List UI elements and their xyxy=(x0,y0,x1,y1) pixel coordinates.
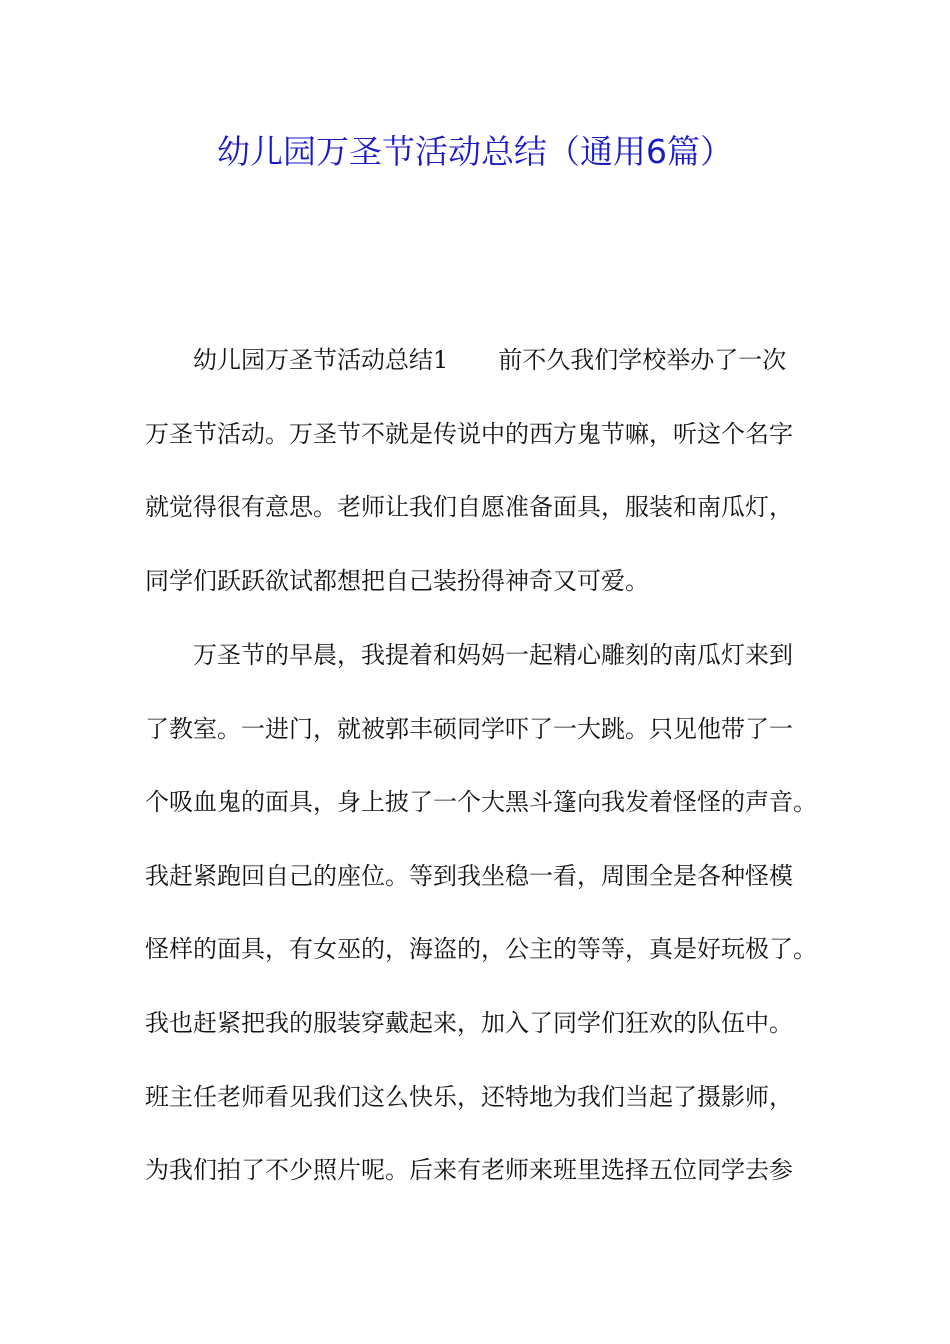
paragraph-2-line-8: 为我们拍了不少照片呢。后来有老师来班里选择五位同学去参 xyxy=(145,1156,793,1185)
paragraph-2-line-2: 了教室。一进门，就被郭丰硕同学吓了一大跳。只见他带了一 xyxy=(145,714,793,743)
section-heading: 幼儿园万圣节活动总结1 xyxy=(193,346,449,374)
paragraph-2-line-6: 我也赶紧把我的服装穿戴起来，加入了同学们狂欢的队伍中。 xyxy=(145,1008,793,1037)
paragraph-1-line-1 xyxy=(145,324,825,398)
paragraph-1 xyxy=(145,324,825,618)
paragraph-1-intro: 前不久我们学校举办了一次 xyxy=(498,346,787,374)
paragraph-2-line-3: 个吸血鬼的面具，身上披了一个大黑斗篷向我发着怪怪的声音。 xyxy=(145,788,817,817)
paragraph-2-line-1: 万圣节的早晨，我提着和妈妈一起精心雕刻的南瓜灯来到 xyxy=(193,641,793,669)
paragraph-1-line-4: 同学们跃跃欲试都想把自己装扮得神奇又可爱。 xyxy=(145,566,649,595)
paragraph-2-line-4: 我赶紧跑回自己的座位。等到我坐稳一看，周围全是各种怪模 xyxy=(145,861,793,890)
paragraph-2 xyxy=(145,619,825,1208)
paragraph-1-line-3: 就觉得很有意思。老师让我们自愿准备面具，服装和南瓜灯， xyxy=(145,493,793,522)
paragraph-2-line-7: 班主任老师看见我们这么快乐，还特地为我们当起了摄影师， xyxy=(145,1082,793,1111)
paragraph-2-line-5: 怪样的面具，有女巫的，海盗的，公主的等等，真是好玩极了。 xyxy=(145,935,817,964)
paragraph-1-line-2: 万圣节活动。万圣节不就是传说中的西方鬼节嘛，听这个名字 xyxy=(145,419,793,448)
document-title: 幼儿园万圣节活动总结（通用6篇） xyxy=(217,132,733,171)
